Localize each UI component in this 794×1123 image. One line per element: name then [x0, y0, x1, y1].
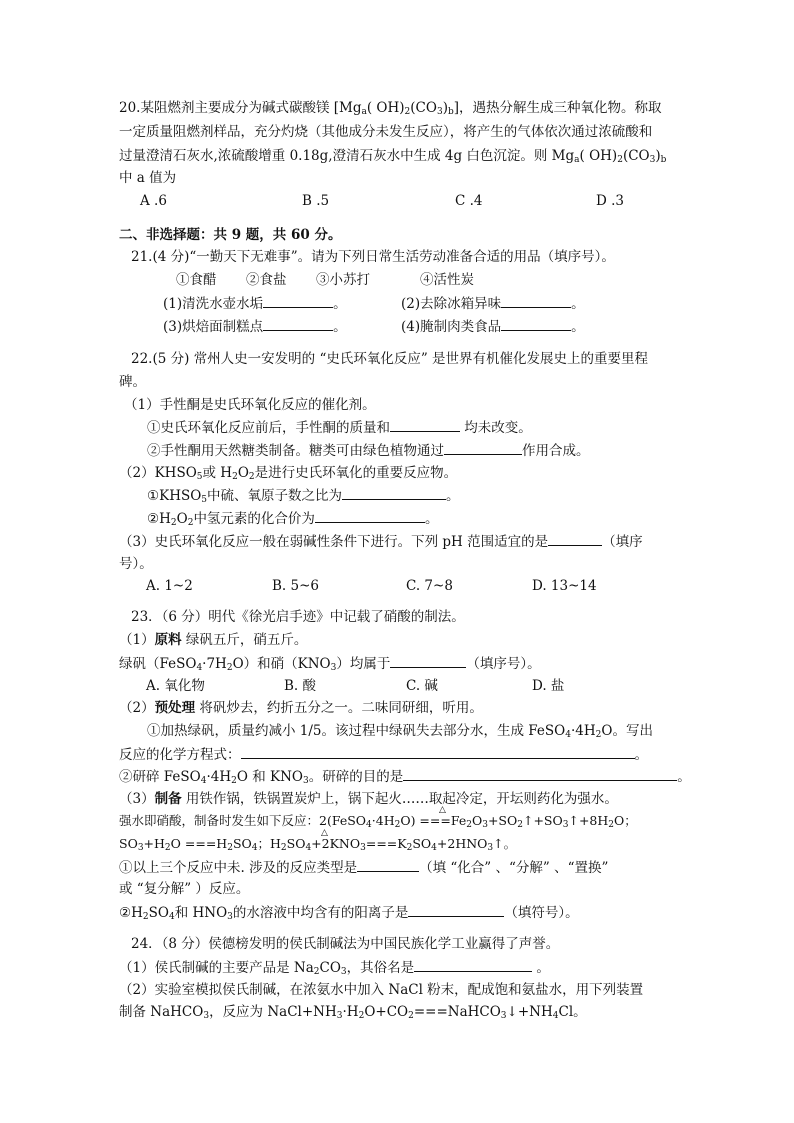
- q22-sub2a: $①KHSO_5$中硫、氧原子数之比为 。: [147, 488, 460, 505]
- q24-sub1: （1）侯氏制碱的主要产品是 $Na_2CO_3$，其俗名是 。: [119, 960, 550, 977]
- q22-stem-line2: 碑。: [119, 374, 146, 390]
- q23-reaction2: $SO_3+H_2O ===H_2SO_4$；$H_2SO_4+2KNO_3===K_2SO_4+2HNO_3↑$。: [119, 836, 517, 853]
- q23-reaction1: 强水即硝酸，制备时发生如下反应：$2(FeSO_4\cdot 4H_2O)$ $===Fe_2O_3+SO_2↑+SO_3↑+8H_2O$；: [119, 813, 637, 830]
- q22-sub3-line2: 号）。: [119, 556, 153, 572]
- q24-stem: 24．（8 分）侯德榜发明的侯氏制碱法为中国民族化学工业赢得了声誉。: [131, 936, 560, 952]
- q23-sub2: （2）预处理 将矾炒去，约折五分之一。二味同研细，听用。: [119, 700, 483, 716]
- q22-sub1b: ②手性酮用天然糖类制备。糖类可由绿色植物通过 作用合成。: [147, 443, 590, 459]
- answer-blank[interactable]: [390, 418, 460, 432]
- q23-sub3e: $②H_2SO_4$和 $HNO_3$的水溶液中均含有的阳离子是 （填符号）。: [119, 905, 579, 922]
- q22-sub2b: $②H_2O_2$中氢元素的化合价为 。: [147, 511, 439, 528]
- q23-sub2b: ②研碎 $FeSO_4\cdot 4H_2O$ 和 $KNO_3$。研碎的目的是 。: [119, 769, 691, 786]
- q21-item-1: ①食醋: [176, 272, 217, 288]
- answer-blank[interactable]: [501, 294, 571, 308]
- q22-sub3: （3）史氏环氧化反应一般在弱碱性条件下进行。下列 pH 范围适宜的是 （填序: [119, 534, 643, 550]
- q20-option-a: A .6: [140, 193, 167, 209]
- q21-part1: (1)清洗水壶水垢 。: [163, 296, 347, 312]
- q24-sub2: （2）实验室模拟侯氏制碱，在浓氨水中加入 NaCl 粉末，配成饱和氨盐水，用下列装置: [119, 982, 644, 998]
- q23-sub2a-line2: 反应的化学方程式： 。: [119, 747, 648, 763]
- q21-item-2: ②食盐: [246, 272, 287, 288]
- q20-line4: 中 a 值为: [119, 170, 177, 186]
- q23-option-b: B. 酸: [284, 678, 317, 694]
- q22-sub1a: ①史氏环氧化反应前后，手性酮的质量和 均未改变。: [147, 420, 532, 436]
- q22-option-a: A. 1~2: [146, 578, 193, 594]
- q23-sub3d: ①以上三个反应中未. 涉及的反应类型是 （填 “化合” 、“分解” 、“置换”: [119, 860, 609, 876]
- answer-blank[interactable]: [263, 294, 333, 308]
- q23-sub2a: ①加热绿矾，质量约减小 1/5。该过程中绿矾失去部分水，生成 $FeSO_4\cdot 4H_2O$。写出: [147, 723, 653, 740]
- q22-option-d: D. 13~14: [532, 578, 597, 594]
- section-title: 二、非选择题：共 9 题，共 60 分。: [119, 227, 342, 243]
- heat-triangle: △: [321, 828, 328, 838]
- q23-option-c: C. 碱: [406, 678, 438, 694]
- q21-stem: 21.(4 分)“一勤天下无难事”。请为下列日常生活劳动准备合适的用品（填序号）。: [131, 249, 615, 265]
- q24-sub2-line2: 制备 NaHCO$_3$，反应为 $NaCl+NH_3\cdot H_2O+CO_2===NaHCO_3↓+NH_4Cl$。: [119, 1004, 587, 1021]
- q20-option-b: B .5: [302, 193, 330, 209]
- q23-option-d: D. 盐: [532, 678, 565, 694]
- answer-blank[interactable]: [501, 317, 571, 331]
- answer-blank[interactable]: [241, 745, 635, 759]
- q20-option-d: D .3: [596, 193, 624, 209]
- heat-triangle: △: [439, 805, 446, 815]
- answer-blank[interactable]: [263, 317, 333, 331]
- answer-blank[interactable]: [342, 486, 446, 500]
- answer-blank[interactable]: [315, 509, 425, 523]
- q21-part4: (4)腌制肉类食品 。: [401, 319, 585, 335]
- q21-part2: (2)去除冰箱异味 。: [401, 296, 585, 312]
- q20-line1: 20.某阻燃剂主要成分为碱式碳酸镁 [$Mg_a$( $OH)_2(CO_3)_b$]，遇热分解生成三种氧化物。称取: [119, 100, 662, 117]
- answer-blank[interactable]: [548, 532, 602, 546]
- q20-option-c: C .4: [455, 193, 483, 209]
- q22-sub1: （1）手性酮是史氏环氧化反应的催化剂。: [124, 397, 376, 413]
- q23-sub3: （3）制备 用铁作锅，铁锅置炭炉上，锅下起火……取起冷定，开坛则药化为强水。: [119, 791, 618, 807]
- answer-blank[interactable]: [357, 858, 419, 872]
- q23-sub1: （1）原料 绿矾五斤，硝五斤。: [119, 632, 308, 648]
- answer-blank[interactable]: [444, 441, 522, 455]
- q22-option-b: B. 5~6: [272, 578, 319, 594]
- q21-item-3: ③小苏打: [316, 272, 370, 288]
- q22-sub2: $(2)KHSO_5$或 $H_2O_2$是进行史氏环氧化的重要反应物。: [119, 465, 458, 482]
- answer-blank[interactable]: [414, 958, 532, 972]
- q23-sub1a: 绿矾$(FeSO_4\cdot 7H_2O)$和硝$(KNO_3)$均属于 （填序号）。: [119, 656, 541, 673]
- q22-stem-line1: 22.(5 分) 常州人史一安发明的 “史氏环氧化反应” 是世界有机催化发展史上的重要里程: [131, 351, 649, 367]
- q20-line3: 过量澄清石灰水,浓硫酸增重 0.18g,澄清石灰水中生成 4g 白色沉淀。则 $Mg_a$( $OH)_2(CO_3)_b$: [119, 148, 667, 165]
- q21-item-4: ④活性炭: [420, 272, 474, 288]
- answer-blank[interactable]: [408, 903, 504, 917]
- q23-stem: 23．（6 分）明代《徐光启手迹》中记载了硝酸的制法。: [131, 609, 465, 625]
- answer-blank[interactable]: [390, 654, 466, 668]
- q23-sub3d-line2: 或 “复分解” ）反应。: [119, 881, 250, 897]
- q23-option-a: A. 氧化物: [146, 678, 205, 694]
- q22-option-c: C. 7~8: [406, 578, 453, 594]
- q21-part3: (3)烘焙面制糕点 。: [163, 319, 347, 335]
- answer-blank[interactable]: [403, 767, 677, 781]
- q20-line2: 一定质量阻燃剂样品，充分灼烧（其他成分未发生反应），将产生的气体依次通过浓硫酸和: [119, 124, 653, 140]
